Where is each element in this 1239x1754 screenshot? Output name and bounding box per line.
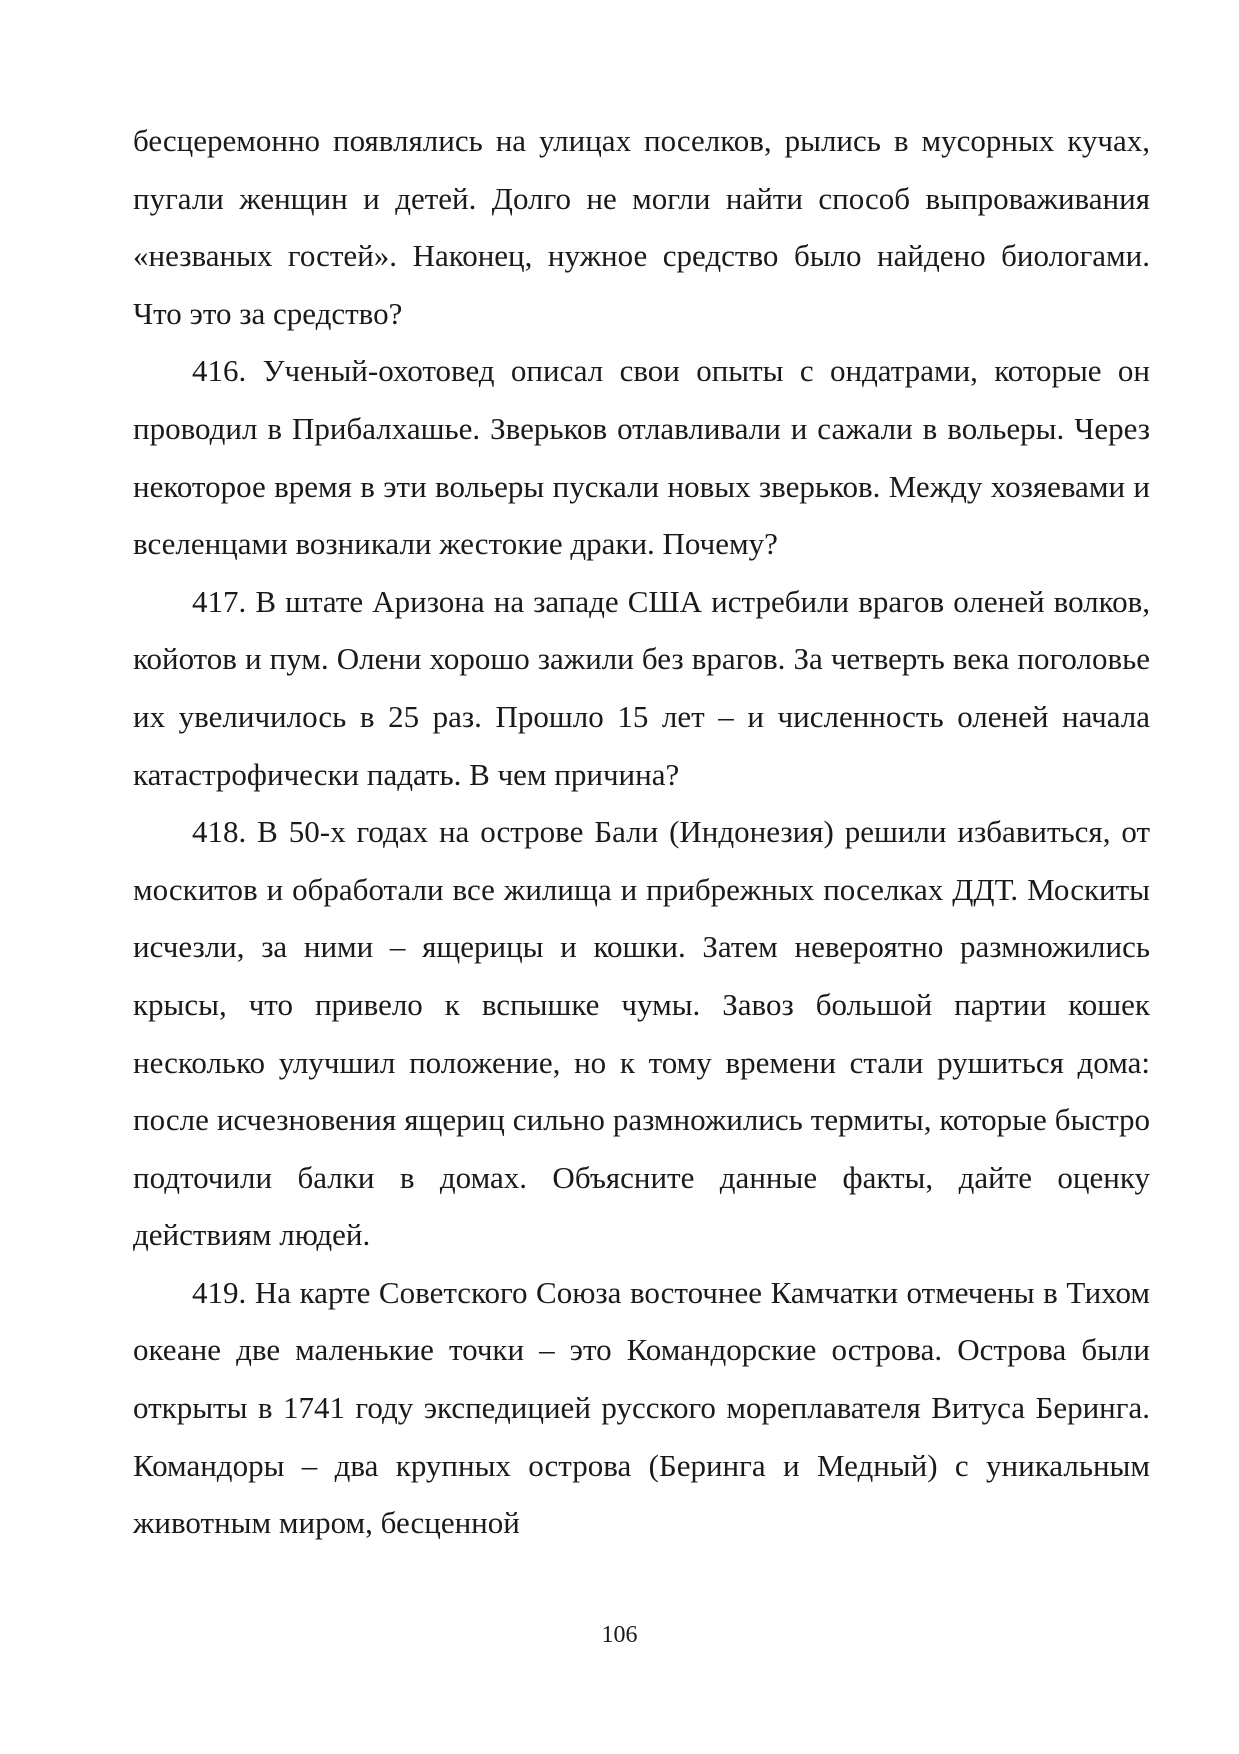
paragraph-question-418: 418. В 50-х годах на острове Бали (Индонезия) решили избавиться, от москитов и обработали все жилища и прибрежных поселках ДДТ. Москиты исчезли, за ними – ящерицы и кошки. Затем невероятно размножились крысы, что привело к вспышке чумы. Завоз большой партии кошек несколько улучшил положение, но к тому времени стали рушиться дома: после исчезновения ящериц сильно размножились термиты, которые быстро подточили балки в домах. Объясните данные факты, дайте оценку действиям людей. [133, 814, 1150, 1253]
page-number: 106 [601, 1622, 638, 1648]
paragraph-continuation: бесцеремонно появлялись на улицах поселков, рылись в мусорных кучах, пугали женщин и детей. Долго не могли найти способ выпроваживания «незваных гостей». Наконец, нужное средство было найдено биологами. Что это за средство? [133, 123, 1150, 331]
page-body [133, 112, 1150, 1552]
paragraph-question-416: 416. Ученый-охотовед описал свои опыты с ондатрами, которые он проводил в Прибалхашье. Зверьков отлавливали и сажали в вольеры. Через некоторое время в эти вольеры пускали новых зверьков. Между хозяевами и вселенцами возникали жестокие драки. Почему? [133, 353, 1150, 562]
paragraph-question-417: 417. В штате Аризона на западе США истребили врагов оленей волков, койотов и пум. Олени хорошо зажили без врагов. За четверть века поголовье их увеличилось в 25 раз. Прошло 15 лет – и численность оленей начала катастрофически падать. В чем причина? [133, 583, 1150, 792]
paragraph-question-419: 419. На карте Советского Союза восточнее Камчатки отмечены в Тихом океане две маленькие точки – это Командорские острова. Острова были открыты в 1741 году экспедицией русского мореплавателя Витуса Беринга. Командоры – два крупных острова (Беринга и Медный) с уникальным животным миром, бесценной [133, 1274, 1150, 1541]
